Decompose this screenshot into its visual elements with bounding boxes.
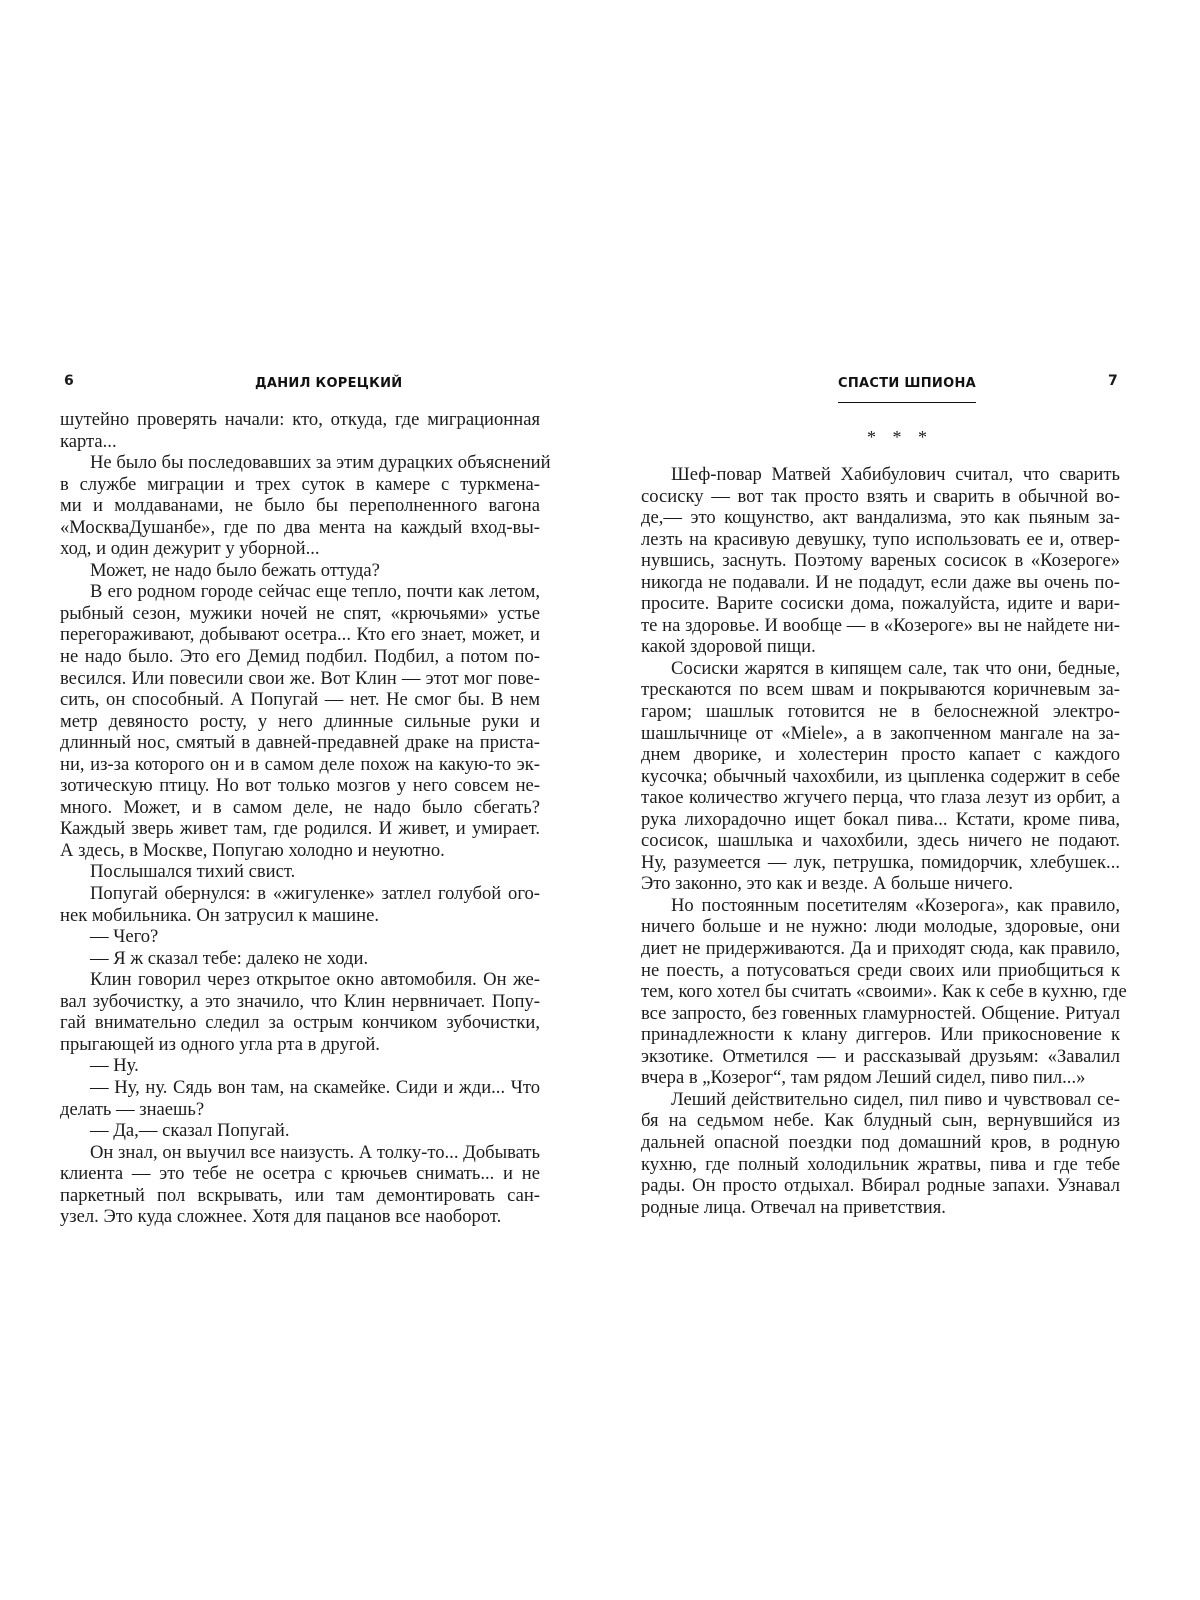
text-line: узел. Это куда сложнее. Хотя для пацанов все наоборот. xyxy=(60,1206,502,1228)
text-line: какой здоровой пищи. xyxy=(641,636,816,658)
text-line: шутейно проверять начали: кто, откуда, где миграционная xyxy=(60,409,540,430)
text-line: гаром; шашлык готовится не в белоснежной электро- xyxy=(641,701,1120,723)
text-line: Он знал, он выучил все наизусть. А толку-то... Добывать xyxy=(90,1141,540,1163)
text-line: бя на седьмом небе. Как блудный сын, вернувшийся из xyxy=(641,1110,1120,1132)
text-line: кусочка; обычный чахохбили, из цыпленка содержит в себе xyxy=(641,765,1120,787)
text-line: — Ну. xyxy=(90,1055,139,1077)
page-number: 7 xyxy=(1108,373,1118,389)
text-line: ми и молдаванами, не было бы переполненного вагона xyxy=(60,495,540,517)
text-line: В его родном городе сейчас еще тепло, почти как летом, xyxy=(90,581,540,603)
right-page xyxy=(600,0,1200,1600)
text-line: гай внимательно следил за острым кончиком зубочистки, xyxy=(60,1012,540,1034)
text-line: кухню, где полный холодильник жратвы, пива и где тебе xyxy=(641,1153,1120,1175)
text-line: — Ну, ну. Сядь вон там, на скамейке. Сиди и жди... Что xyxy=(90,1076,540,1098)
text-line: родные лица. Отвечал на приветствия. xyxy=(641,1196,946,1218)
text-line: рука лихорадочно ищет бокал пива... Кстати, кроме пива, xyxy=(641,808,1120,830)
text-line: Попугай обернулся: в «жигуленке» затлел голубой ого- xyxy=(90,883,540,905)
text-line: не поесть, а потусоваться среди своих или приобщиться к xyxy=(641,959,1120,981)
text-line: днем дворике, и холестерин просто капает с каждого xyxy=(641,744,1120,766)
text-line: Шеф-повар Матвей Хабибулович считал, что сварить xyxy=(671,464,1120,485)
text-line: шашлычнице от «Miele», а в закопченном мангале на за- xyxy=(641,722,1120,744)
text-line: все запросто, без говенных гламурностей. Общение. Ритуал xyxy=(641,1002,1120,1024)
text-line: перегораживают, добывают осетра... Кто его знает, может, и xyxy=(60,624,540,646)
text-line: сить, он способный. А Попугай — нет. Не смог бы. В нем xyxy=(60,689,540,711)
text-line: Но постоянным посетителям «Козерога», как правило, xyxy=(671,894,1120,916)
text-line: делать — знаешь? xyxy=(60,1098,205,1120)
text-line: в службе миграции и трех суток в камере с туркмена- xyxy=(60,473,540,495)
text-line: ничего больше и не нужно: люди молодые, здоровые, они xyxy=(641,916,1120,938)
text-line: клиента — это тебе не осетра с крючьев снимать... и не xyxy=(60,1163,540,1185)
text-line: паркетный пол вскрывать, или там демонтировать сан- xyxy=(60,1184,540,1206)
text-line: прыгающей из одного угла рта в другой. xyxy=(60,1033,380,1055)
text-line: ни, из-за которого он и в самом деле похож на какую-то эк- xyxy=(60,753,540,775)
text-line: просите. Варите сосиски дома, пожалуйста, идите и вари- xyxy=(641,593,1120,615)
text-line: дальней опасной поездки под домашний кров, в родную xyxy=(641,1131,1120,1153)
text-line: — Чего? xyxy=(90,926,159,948)
text-line: экзотике. Отметился — и рассказывай друзьям: «Завалил xyxy=(641,1045,1120,1067)
text-line: нек мобильника. Он затрусил к машине. xyxy=(60,904,379,926)
text-line: никогда не подавали. И не подадут, если даже вы очень по- xyxy=(641,571,1120,593)
text-line: рыбный сезон, мужики ночей не спят, «крючьями» устье xyxy=(60,602,540,624)
text-line: Это законно, это как и везде. А больше ничего. xyxy=(641,873,1014,895)
text-line: метр девяносто росту, у него длинные сильные руки и xyxy=(60,710,540,732)
page-number: 6 xyxy=(64,373,74,389)
text-line: вчера в „Козерог“, там рядом Леший сидел, пиво пил...» xyxy=(641,1067,1086,1089)
text-line: карта... xyxy=(60,430,117,452)
text-line: не надо было. Это его Демид подбил. Подбил, а потом по- xyxy=(60,646,540,668)
running-head-author: ДАНИЛ КОРЕЦКИЙ xyxy=(255,376,403,391)
section-break: * * * xyxy=(867,427,933,447)
text-line: вал зубочистку, а это значило, что Клин нервничает. Попу- xyxy=(60,990,540,1012)
text-line: де,— это кощунство, акт вандализма, это как пьяным за- xyxy=(641,507,1120,529)
text-line: — Да,— сказал Попугай. xyxy=(90,1120,290,1142)
text-line: те на здоровье. И вообще — в «Козероге» вы не найдете ни- xyxy=(641,614,1120,636)
text-line: диет не придерживаются. Да и приходят сюда, как правило, xyxy=(641,938,1120,960)
text-line: сосисок, шашлыка и чахохбили, здесь ничего не подают. xyxy=(641,830,1120,852)
text-line: трескаются по всем швам и покрываются коричневым за- xyxy=(641,679,1120,701)
text-line: Не было бы последовавших за этим дурацких объяснений xyxy=(90,452,551,474)
text-line: А здесь, в Москве, Попугаю холодно и неуютно. xyxy=(60,839,445,861)
body-text xyxy=(60,409,551,1228)
text-line: нувшись, заснуть. Поэтому вареных сосисок в «Козероге» xyxy=(641,550,1120,572)
text-line: много. Может, и в самом деле, не надо было сбегать? xyxy=(60,796,540,818)
body-text xyxy=(641,464,1127,1218)
text-line: рады. Он просто отдыхал. Вбирал родные запахи. Узнавал xyxy=(641,1175,1120,1197)
text-line: ход, и один дежурит у уборной... xyxy=(60,538,320,560)
text-line: длинный нос, смятый в давней-предавней драке на приста- xyxy=(60,732,540,754)
text-line: принадлежности к клану диггеров. Или прикосновение к xyxy=(641,1024,1120,1046)
text-line: тем, кого хотел бы считать «своими». Как к себе в кухню, где xyxy=(641,981,1127,1003)
text-line: сосиску — вот так просто взять и сварить в обычной во- xyxy=(641,485,1120,507)
running-head-title: СПАСТИ ШПИОНА xyxy=(838,376,976,403)
text-line: Каждый зверь живет там, где родился. И живет, и умирает. xyxy=(60,818,540,840)
text-line: Может, не надо было бежать оттуда? xyxy=(90,559,380,581)
text-line: такое количество жгучего перца, что глаза лезут из орбит, а xyxy=(641,787,1120,809)
text-line: — Я ж сказал тебе: далеко не ходи. xyxy=(90,947,369,969)
text-line: Клин говорил через открытое окно автомобиля. Он же- xyxy=(90,969,540,991)
text-line: весился. Или повесили свои же. Вот Клин — этот мог пове- xyxy=(60,667,540,689)
text-line: лезть на красивую девушку, тупо использовать ее и, отвер- xyxy=(641,528,1120,550)
text-line: Послышался тихий свист. xyxy=(90,861,296,883)
text-line: Леший действительно сидел, пил пиво и чувствовал се- xyxy=(671,1088,1120,1110)
text-line: Сосиски жарятся в кипящем сале, так что они, бедные, xyxy=(671,657,1120,679)
text-line: «МоскваДушанбе», где по два мента на каждый вход-вы- xyxy=(60,516,540,538)
text-line: Ну, разумеется — лук, петрушка, помидорчик, хлебушек... xyxy=(641,851,1120,873)
text-line: зотическую птицу. Но вот только мозгов у него совсем не- xyxy=(60,775,540,797)
